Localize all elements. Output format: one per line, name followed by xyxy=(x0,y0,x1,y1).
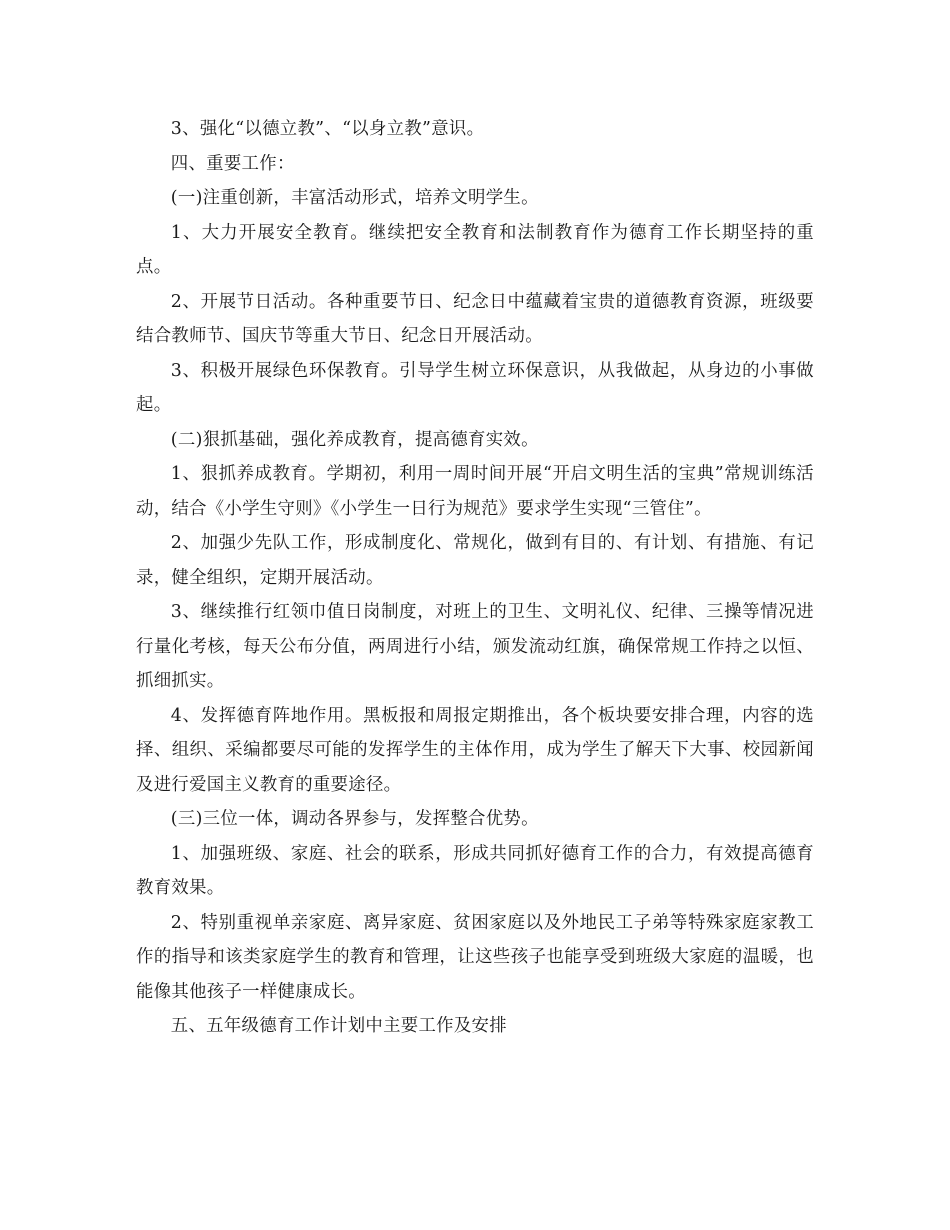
paragraph-safety-education: 1、大力开展安全教育。继续把安全教育和法制教育作为德育工作长期坚持的重点。 xyxy=(136,222,814,277)
paragraph-environmental-education: 3、积极开展绿色环保教育。引导学生树立环保意识，从我做起，从身边的小事做起。 xyxy=(136,360,814,415)
paragraph-young-pioneers: 2、加强少先队工作，形成制度化、常规化，做到有目的、有计划、有措施、有记录，健全组织，定期开展活动。 xyxy=(136,533,814,588)
paragraph-1: 3、强化“以德立教”、“以身立教”意识。 xyxy=(170,119,485,139)
paragraph-moral-platform: 4、发挥德育阵地作用。黑板报和周报定期推出，各个板块要安排合理，内容的选择、组织、采编都要尽可能的发挥学生的主体作用，成为学生了解天下大事、校园新闻及进行爱国主义教育的重要途径。 xyxy=(136,705,814,795)
section-heading-5: 五、五年级德育工作计划中主要工作及安排 xyxy=(170,1016,507,1036)
document-body xyxy=(136,112,814,1044)
paragraph-duty-system: 3、继续推行红领巾值日岗制度，对班上的卫生、文明礼仪、纪律、三操等情况进行量化考核，每天公布分值，两周进行小结，颁发流动红旗，确保常规工作持之以恒、抓细抓实。 xyxy=(136,602,814,691)
paragraph-home-school-link: 1、加强班级、家庭、社会的联系，形成共同抓好德育工作的合力，有效提高德育教育效果。 xyxy=(136,843,814,898)
subsection-heading-3: (三)三位一体，调动各界参与，发挥整合优势。 xyxy=(170,809,539,829)
section-heading-4: 四、重要工作： xyxy=(170,153,295,174)
subsection-heading-1: (一)注重创新，丰富活动形式，培养文明学生。 xyxy=(170,188,539,208)
paragraph-special-families: 2、特别重视单亲家庭、离异家庭、贫困家庭以及外地民工子弟等特殊家庭家教工作的指导和该类家庭学生的教育和管理，让这些孩子也能享受到班级大家庭的温暖，也能像其他孩子一样健康成长。 xyxy=(136,912,814,1002)
paragraph-holiday-activities: 2、开展节日活动。各种重要节日、纪念日中蕴藏着宝贵的道德教育资源，班级要结合教师节、国庆节等重大节日、纪念日开展活动。 xyxy=(136,291,814,346)
subsection-heading-2: (二)狠抓基础，强化养成教育，提高德育实效。 xyxy=(170,429,539,450)
paragraph-habit-education: 1、狠抓养成教育。学期初，利用一周时间开展“开启文明生活的宝典”常规训练活动，结合《小学生守则》《小学生一日行为规范》要求学生实现“三管住”。 xyxy=(136,464,814,519)
